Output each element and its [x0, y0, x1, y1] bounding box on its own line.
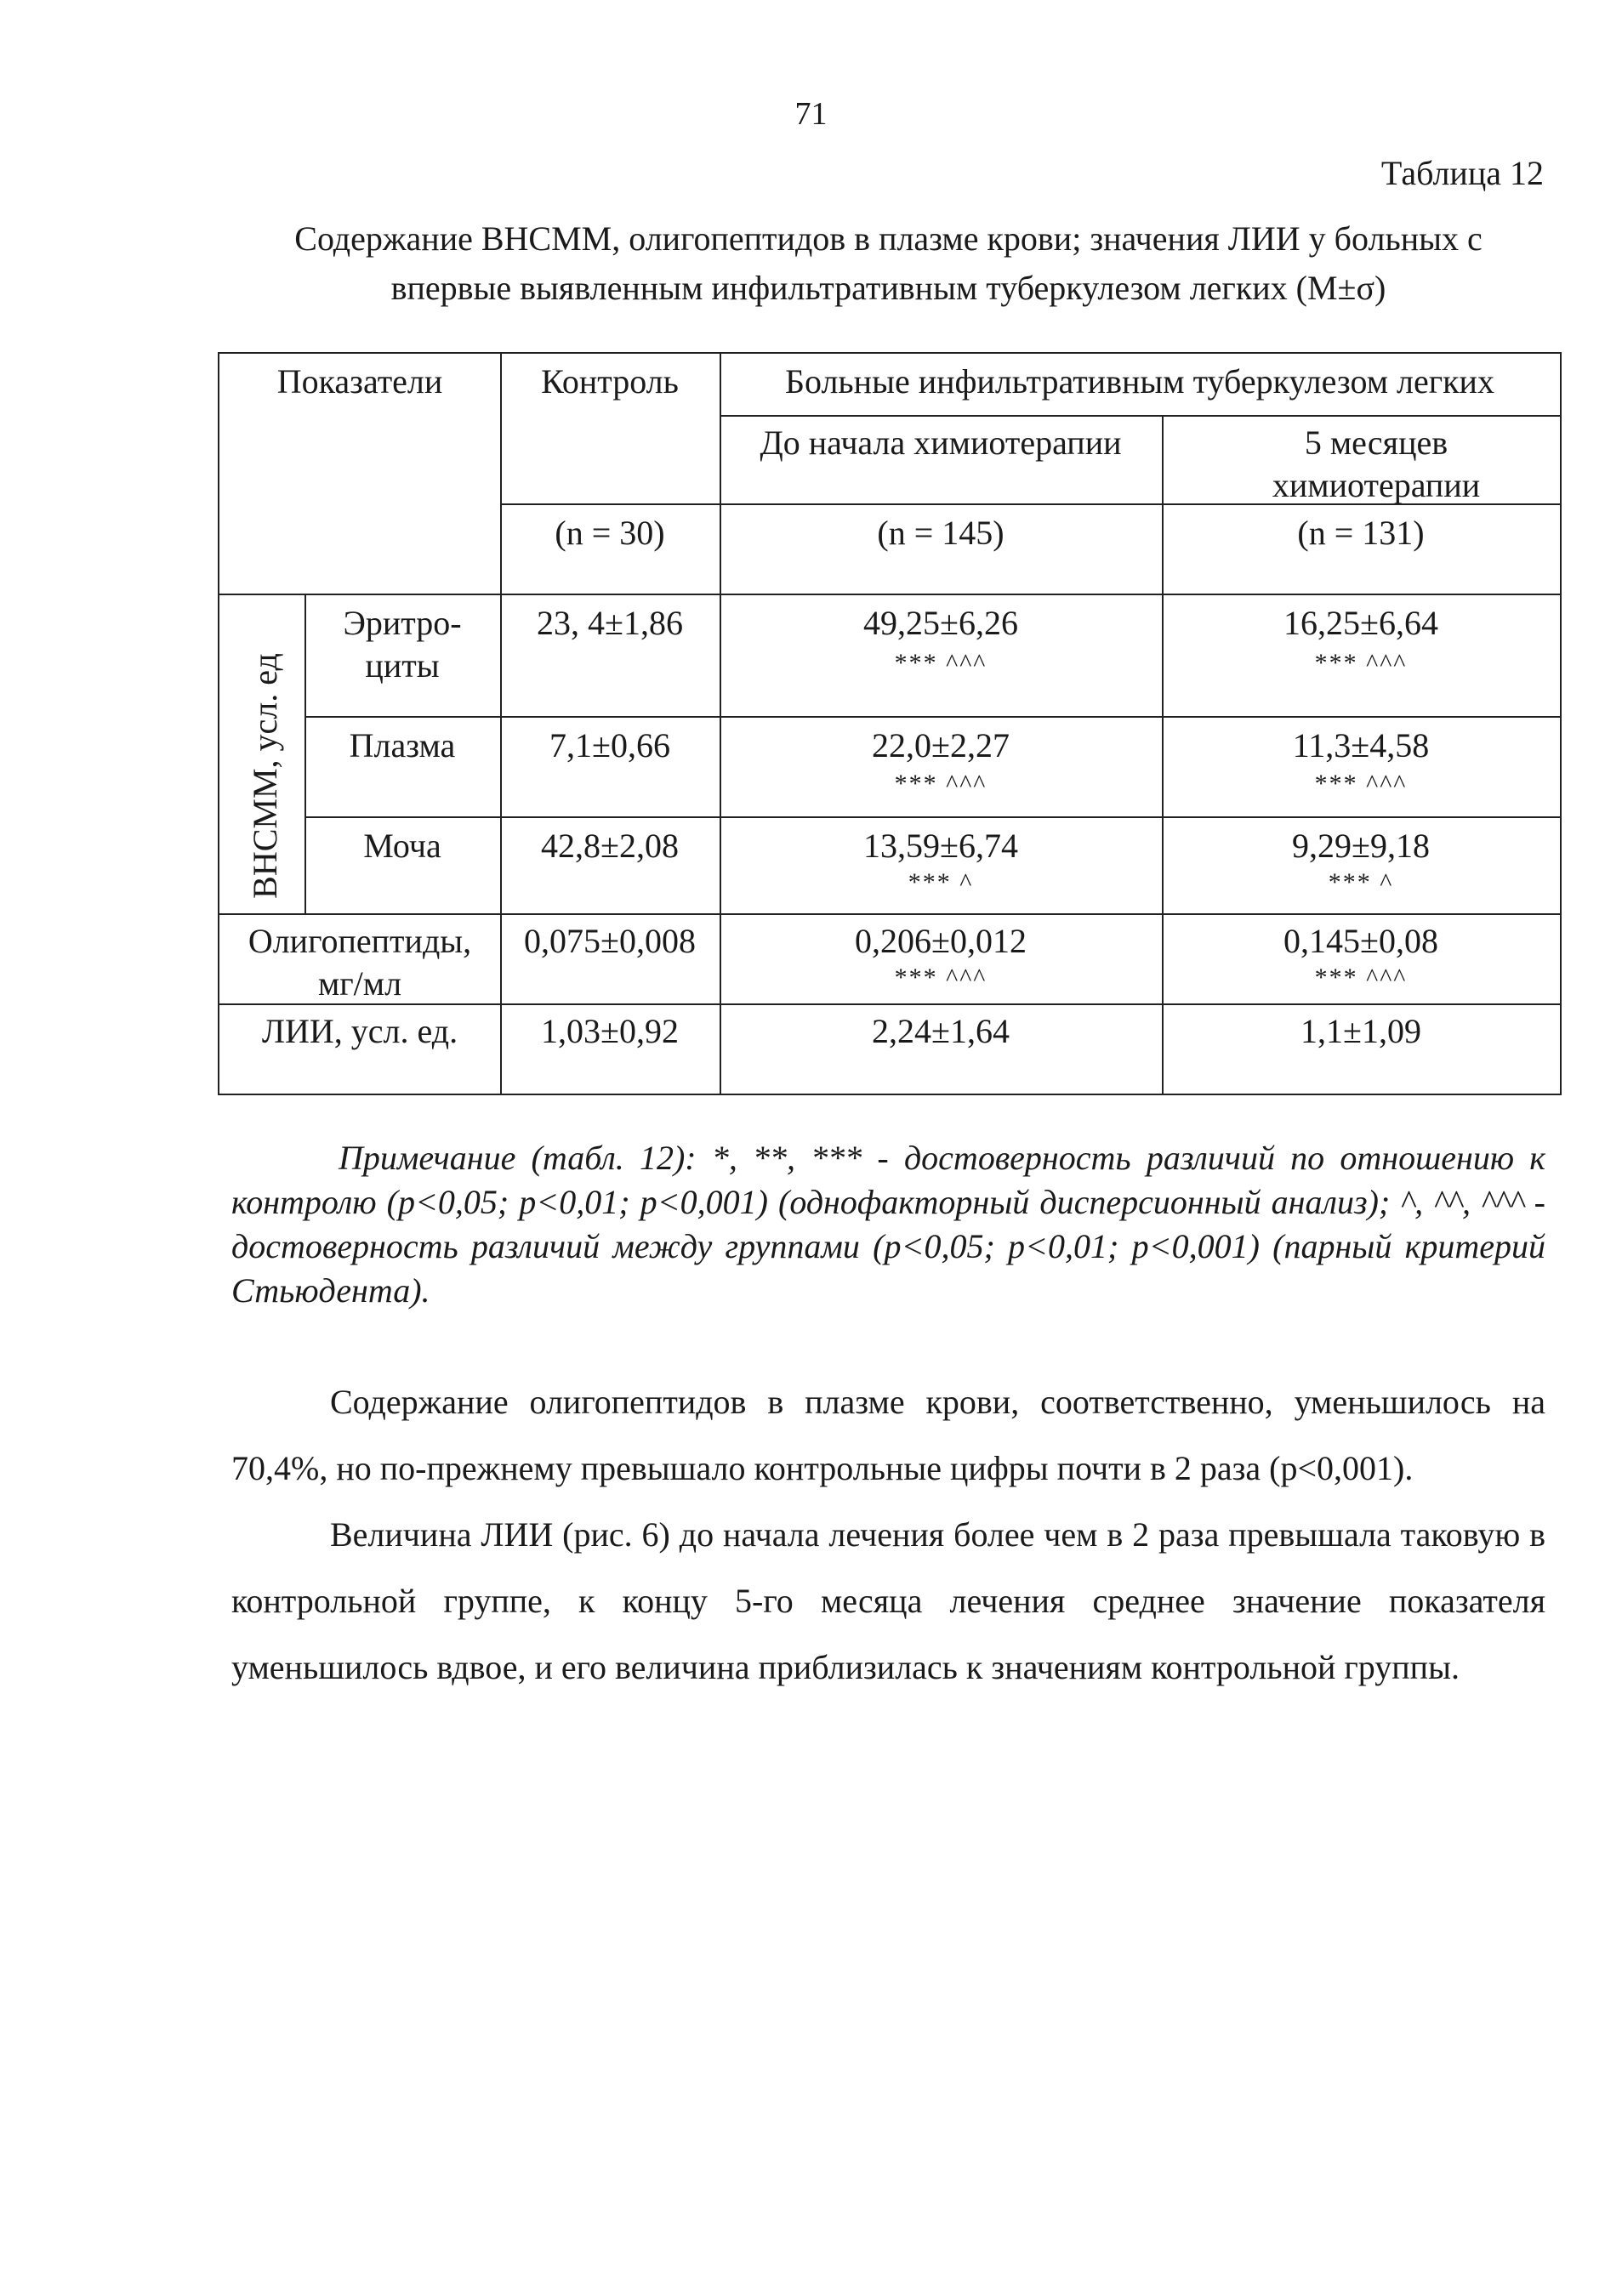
data-table: [218, 352, 1562, 1095]
column-divider: [500, 354, 502, 1094]
group-label: ВНСММ, усл. ед: [245, 652, 284, 899]
cell-before-significance: *** ^^^: [894, 649, 987, 677]
cell-control: 42,8±2,08: [541, 827, 679, 865]
cell-after: 0,145±0,08: [1283, 922, 1438, 960]
row-label: Моча: [363, 827, 441, 865]
cell-before-significance: *** ^^^: [894, 963, 987, 992]
page-number: 71: [794, 96, 828, 132]
table-caption: Содержание ВНСММ, олигопептидов в плазме крови; значения ЛИИ у больных с впервые выявленным инфильтративным туберкулезом легких (М±σ): [294, 219, 1483, 307]
cell-after: 1,1±1,09: [1300, 1012, 1421, 1050]
cell-before-significance: *** ^: [908, 868, 974, 896]
cell-before: 2,24±1,64: [872, 1012, 1010, 1050]
row-divider: [304, 816, 1560, 818]
cell-before: 22,0±2,27: [872, 726, 1010, 764]
row-label: Эритро- циты: [343, 604, 462, 685]
header-divider: [720, 415, 1560, 417]
row-divider: [219, 594, 1560, 595]
cell-after: 9,29±9,18: [1292, 827, 1430, 865]
group-label-vertical: [226, 624, 303, 927]
header-n-after: (n = 131): [1297, 514, 1425, 552]
cell-before: 13,59±6,74: [863, 827, 1018, 865]
cell-after-significance: *** ^: [1328, 868, 1394, 896]
header-after-therapy: 5 месяцев химиотерапии: [1272, 423, 1481, 504]
cell-after: 11,3±4,58: [1292, 726, 1430, 764]
header-before-therapy: До начала химиотерапии: [760, 423, 1122, 462]
row-label: ЛИИ, усл. ед.: [261, 1012, 458, 1050]
cell-after: 16,25±6,64: [1283, 604, 1438, 642]
body-text: [231, 1369, 1545, 1701]
header-indicators: Показатели: [276, 362, 443, 401]
cell-before-significance: *** ^^^: [894, 770, 987, 798]
header-n-before: (n = 145): [877, 514, 1005, 552]
table-note: [231, 1136, 1545, 1313]
row-label: Плазма: [349, 726, 456, 764]
paragraph: Содержание олигопептидов в плазме крови, соответственно, уменьшилось на 70,4%, но по-прежнему превышало контрольные цифры почти в 2 раза (p<0,001).: [231, 1383, 1545, 1487]
row-divider: [219, 913, 1560, 915]
header-n-control: (n = 30): [555, 514, 665, 552]
cell-before: 0,206±0,012: [855, 922, 1027, 960]
cell-control: 7,1±0,66: [549, 726, 670, 764]
row-divider: [304, 716, 1560, 718]
row-label: Олигопептиды, мг/мл: [248, 922, 472, 1003]
cell-control: 23, 4±1,86: [537, 604, 683, 642]
header-control: Контроль: [541, 362, 679, 401]
header-patients: Больные инфильтративным туберкулезом легких: [785, 362, 1494, 401]
cell-after-significance: *** ^^^: [1314, 963, 1408, 992]
cell-after-significance: *** ^^^: [1314, 649, 1408, 677]
cell-after-significance: *** ^^^: [1314, 770, 1408, 798]
cell-before: 49,25±6,26: [863, 604, 1018, 642]
paragraph: Величина ЛИИ (рис. 6) до начала лечения более чем в 2 раза превышала таковую в контрольной группе, к концу 5-го месяца лечения среднее значение показателя уменьшилось вдвое, и его величина приблизилась к значениям контрольной группы.: [231, 1515, 1545, 1686]
table-label: Таблица 12: [1380, 154, 1544, 192]
cell-control: 0,075±0,008: [524, 922, 696, 960]
cell-control: 1,03±0,92: [541, 1012, 679, 1050]
note-text: Примечание (табл. 12): *, **, *** - достоверность различий по отношению к контролю (p<0,05; p<0,01; p<0,001) (однофакторный дисперсионный анализ); ^, ^^, ^^^ - достоверность различий между группами (p<0,05; p<0,01; p<0,001) (парный критерий Стьюдента).: [231, 1139, 1545, 1310]
